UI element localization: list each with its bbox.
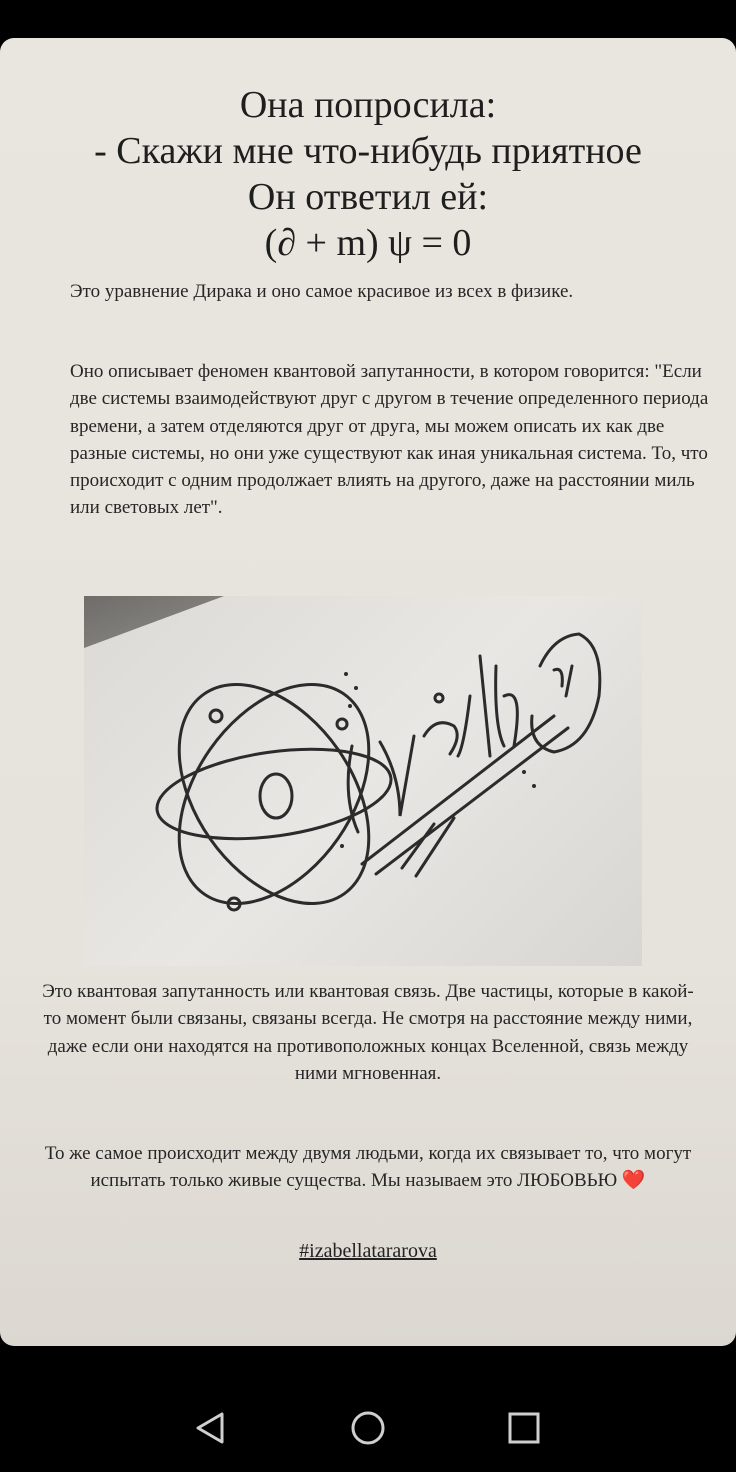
headline-line-2: - Скажи мне что-нибудь приятное	[94, 130, 642, 172]
heart-icon: ❤️	[621, 1170, 646, 1192]
home-button[interactable]	[340, 1406, 396, 1450]
paragraph-quantum-link	[0, 978, 736, 1087]
headline-line-3: Он ответил ей:	[247, 176, 489, 218]
paragraph-love-wrap	[38, 1140, 698, 1195]
headline-equation: (∂ + m) ψ = 0	[264, 222, 472, 264]
paragraph-love	[0, 1140, 736, 1195]
hashtag-link[interactable]: #izabellatararova	[299, 1240, 437, 1262]
story-card	[0, 38, 736, 1346]
back-triangle-icon	[192, 1410, 228, 1446]
paragraph-entanglement: Оно описывает феномен квантовой запутанности, в котором говорится: "Если две системы взаимодействуют друг с другом в течение определенного периода времени, а затем отделяются друг от друга, мы можем описать их как две разные системы, но они уже существуют как иная уникальная система. То, что происходит с одним продолжает влиять на другого, даже на расстоянии миль или световых лет".	[70, 361, 709, 519]
paragraph-dirac: Это уравнение Дирака и оно самое красивое из всех в физике.	[70, 281, 574, 302]
recents-button[interactable]	[496, 1406, 552, 1450]
tattoo-photo	[84, 596, 642, 966]
headline-line-1: Она попросила:	[239, 84, 497, 126]
paragraph-quantum-link-text: Это квантовая запутанность или квантовая связь. Две частицы, которые в какой-то момент были связаны, связаны всегда. Не смотря на расстояние между ними, даже если они находятся на противоположных концах Вселенной, связь между ними мгновенная.	[42, 981, 694, 1084]
back-button[interactable]	[182, 1406, 238, 1450]
home-circle-icon	[348, 1408, 388, 1448]
system-navigation-bar	[0, 1384, 736, 1472]
atom-equation-sketch	[84, 596, 642, 966]
paragraph-love-text: То же самое происходит между двумя людьми, когда их связывает то, что могут испытать только живые существа. Мы называем это ЛЮБОВЬЮ	[44, 1143, 692, 1192]
recents-square-icon	[506, 1410, 542, 1446]
